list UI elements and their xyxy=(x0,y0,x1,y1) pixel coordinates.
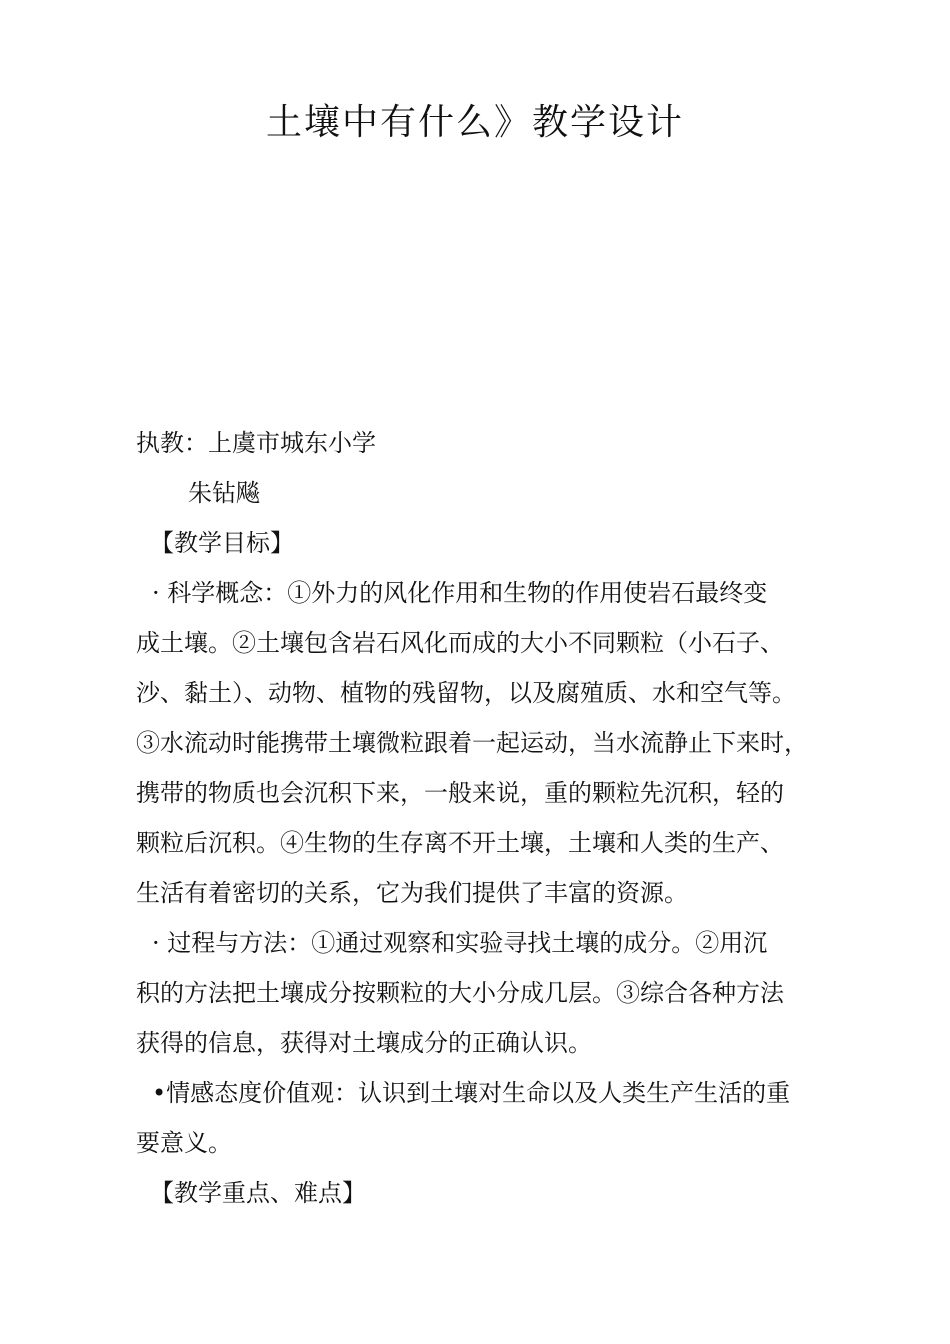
emotion-line: 要意义。 xyxy=(136,1129,232,1157)
process-line: 获得的信息，获得对土壤成分的正确认识。 xyxy=(136,1029,592,1057)
concept-line: ③水流动时能携带土壤微粒跟着一起运动，当水流静止下来时， xyxy=(136,729,808,757)
concept-line: 携带的物质也会沉积下来，一般来说，重的颗粒先沉积，轻的 xyxy=(136,779,784,807)
concept-line: 生活有着密切的关系，它为我们提供了丰富的资源。 xyxy=(136,879,688,907)
concept-line: · 科学概念：①外力的风化作用和生物的作用使岩石最终变 xyxy=(152,579,768,607)
concept-line: 颗粒后沉积。④生物的生存离不开土壤，土壤和人类的生产、 xyxy=(136,829,784,857)
concept-line: 成土壤。②土壤包含岩石风化而成的大小不同颗粒（小石子、 xyxy=(136,629,784,657)
section-heading-key-points: 【教学重点、难点】 xyxy=(150,1179,366,1207)
process-line: · 过程与方法：①通过观察和实验寻找土壤的成分。②用沉 xyxy=(152,929,768,957)
teacher-name: 朱钻飚 xyxy=(188,479,260,507)
document-title: 土壤中有什么》教学设计 xyxy=(265,102,684,143)
concept-line: 沙、黏土）、动物、植物的残留物，以及腐殖质、水和空气等。 xyxy=(136,679,796,707)
teacher-school: 执教：上虞市城东小学 xyxy=(136,429,376,457)
section-heading-objectives: 【教学目标】 xyxy=(150,529,294,557)
process-line: 积的方法把土壤成分按颗粒的大小分成几层。③综合各种方法 xyxy=(136,979,784,1007)
emotion-line: •情感态度价值观：认识到土壤对生命以及人类生产生活的重 xyxy=(152,1079,791,1107)
